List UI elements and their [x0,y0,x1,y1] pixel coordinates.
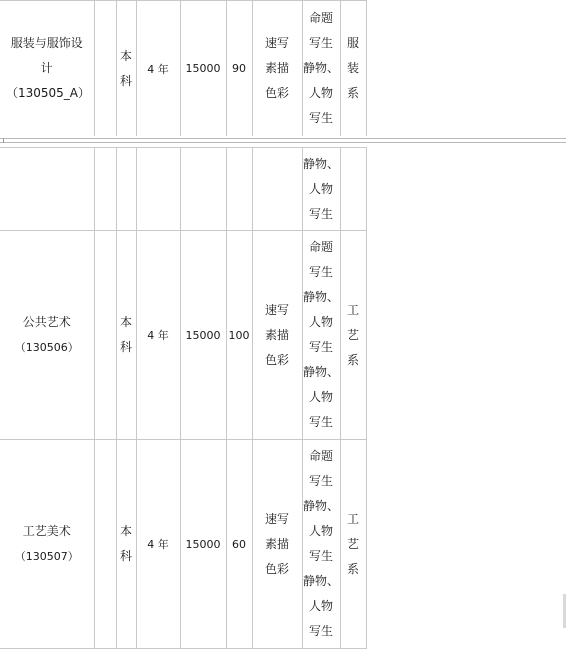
separator-tick [3,138,4,143]
department-cell [340,231,366,440]
exam-subjects-cell [252,440,302,649]
exam-content-line: 人物 [308,599,333,613]
exam-subject: 色彩 [264,561,289,576]
exam-content-line: 命题 [308,240,333,254]
exam-subject: 色彩 [264,86,289,100]
empty-cell [136,148,180,231]
major-name-cell [0,1,94,137]
exam-content-line: 写生 [308,474,333,488]
exam-content-line: 写生 [308,36,333,50]
exam-content-line: 命题 [308,449,333,463]
major-name [0,31,94,106]
degree-level-char: 科 [119,549,132,563]
quota-cell: 90 [226,1,252,137]
empty-cell [252,148,302,231]
exam-content-line: 静物、 [302,156,339,171]
exam-content-line: 人物 [308,524,333,538]
major-name-cell [0,440,94,649]
empty-cell [94,148,116,231]
exam-subject: 速写 [264,511,289,526]
exam-content-line: 命题 [308,11,333,25]
exam-content-line: 静物、 [302,574,339,588]
exam-content-line: 写生 [308,265,333,279]
table-row [0,148,366,231]
exam-content-line: 写生 [308,624,333,638]
exam-content-line: 写生 [308,415,333,429]
department-char: 系 [346,86,359,100]
empty-cell [340,148,366,231]
exam-content-line: 静物、 [302,499,339,513]
exam-subjects-cell [252,231,302,440]
department-cell [340,1,366,137]
quota-cell: 100 [226,231,252,440]
empty-cell [116,148,136,231]
degree-level-char: 本 [119,48,132,63]
department-char: 艺 [346,536,359,551]
tuition-cell: 15000 [180,231,226,440]
exam-subject: 素描 [264,536,289,551]
spacer-cell [94,1,116,137]
department-char: 系 [346,352,359,367]
exam-subject: 素描 [264,61,289,75]
major-code-text: （130507） [14,550,79,563]
major-name-text: 公共艺术 [22,315,71,329]
exam-content-cell [302,148,340,231]
empty-cell [226,148,252,231]
exam-content-line: 写生 [308,111,333,125]
admissions-table-bottom [0,147,367,649]
exam-content-line: 写生 [308,549,333,563]
department-char: 艺 [346,327,359,342]
exam-content-cell [302,440,340,649]
exam-content-line: 静物、 [302,61,339,75]
tuition-cell: 15000 [180,440,226,649]
table-row [0,231,366,440]
separator-line [0,138,566,139]
degree-level-char: 科 [119,73,132,88]
page-split-separator [0,136,566,147]
exam-subject: 速写 [264,302,289,317]
exam-content-line: 静物、 [302,290,339,304]
degree-level-cell [116,440,136,649]
exam-subject: 色彩 [264,352,289,367]
exam-content-line: 写生 [308,206,333,221]
major-name-text: 服装与服饰设计（130505_A） [6,36,91,100]
department-char: 装 [346,61,359,75]
exam-content-line: 静物、 [302,365,339,379]
duration-cell: 4 年 [136,440,180,649]
department-char: 系 [346,561,359,576]
spacer-cell [94,440,116,649]
department-cell [340,440,366,649]
degree-level-cell [116,231,136,440]
tuition-cell: 15000 [180,1,226,137]
degree-level-char: 科 [119,340,132,354]
table-row [0,1,366,137]
quota-cell: 60 [226,440,252,649]
exam-content-line: 人物 [308,86,333,100]
duration-cell: 4 年 [136,1,180,137]
exam-subject: 素描 [264,327,289,342]
department-char: 工 [346,511,359,526]
degree-level-char: 本 [119,315,132,329]
exam-content-line: 人物 [308,181,333,196]
degree-level-cell [116,1,136,137]
exam-content-line: 人物 [308,390,333,404]
exam-subjects-cell [252,1,302,137]
exam-subject: 速写 [264,36,289,50]
exam-content-line: 人物 [308,315,333,329]
major-name-text: 工艺美术 [22,524,71,538]
empty-cell [180,148,226,231]
spacer-cell [94,231,116,440]
major-name-cell [0,231,94,440]
department-char: 工 [346,302,359,317]
empty-cell [0,148,94,231]
table-row [0,440,366,649]
separator-line [0,142,566,143]
department-char: 服 [346,36,359,50]
exam-content-line: 写生 [308,340,333,354]
exam-content-cell [302,231,340,440]
degree-level-char: 本 [119,524,132,538]
exam-content-cell [302,1,340,137]
major-code-text: （130506） [14,341,79,354]
admissions-table-top [0,0,367,137]
duration-cell: 4 年 [136,231,180,440]
